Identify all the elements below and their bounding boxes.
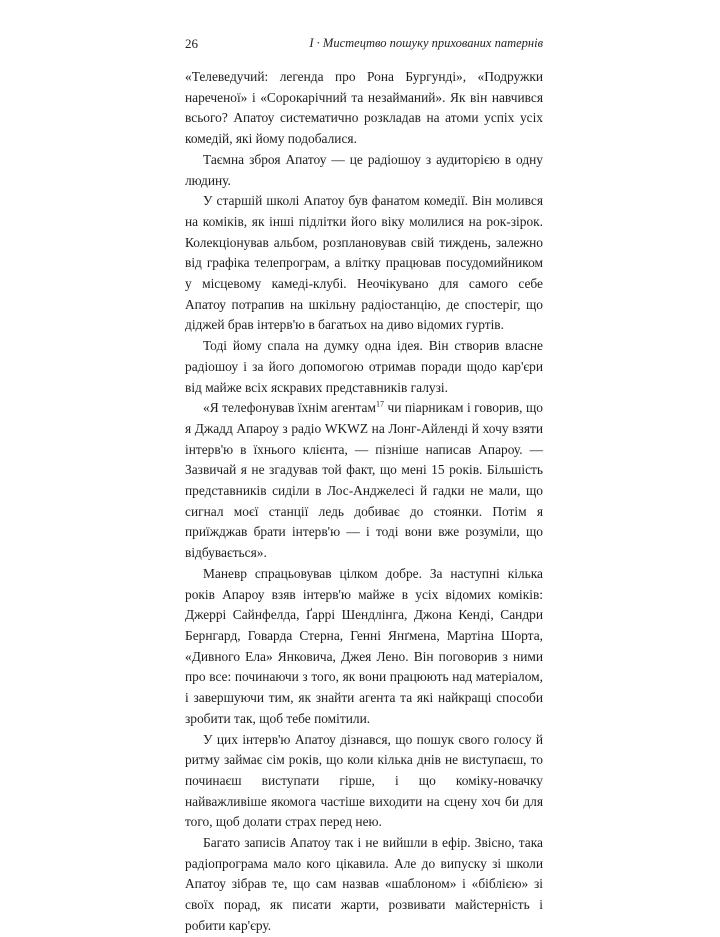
- footnote-ref: 17: [375, 399, 384, 409]
- section-title: І · Мистецтво пошуку прихованих патернів: [309, 36, 543, 50]
- body-text: [185, 67, 543, 937]
- paragraph-4: Тоді йому спала на думку одна ідея. Він створив власне радіошоу і за його допомогою отримав поради щодо кар'єри від майже всіх яскравих представників галузі.: [185, 338, 543, 395]
- quote-text-before-footnote: «Я телефонував їхнім агентам: [203, 400, 376, 416]
- paragraph-1: «Телеведучий: легенда про Рона Бургунді», «Подружки нареченої» і «Сорокарічний та незайманий». Як він навчився всього? Апатоу систематично розкладав на атоми успіх усіх комедій, які йому подобалися.: [185, 69, 543, 147]
- paragraph-8: Багато записів Апатоу так і не вийшли в ефір. Звісно, така радіопрограма мало кого цікавила. Але до випуску зі школи Апатоу зібрав те, що сам назвав «шаблоном» і «біблією» зі своїх порад, як писати жарти, розвивати майстерність і робити кар'єру.: [185, 835, 543, 933]
- page-number: 26: [185, 36, 198, 51]
- paragraph-6: Маневр спрацьовував цілком добре. За наступні кілька років Апароу взяв інтерв'ю майже в усіх відомих коміків: Джеррі Сайнфелда, Ґаррі Шендлінга, Джона Кенді, Сандри Бернгард, Говарда Стерна, Генні Янґмена, Мартіна Шорта, «Дивного Ела» Янковича, Джея Лено. Він поговорив з ними про все: починаючи з того, як вони працюють над матеріалом, і завершуючи тим, як знайти агента та які найкращі способи зробити так, щоб тебе помітили.: [185, 565, 543, 726]
- paragraph-7: У цих інтерв'ю Апатоу дізнався, що пошук свого голосу й ритму займає сім років, що коли кілька днів не виступаєш, то починаєш виступати гірше, і що коміку-новачку найважливіше якомога частіше виходити на сцену хоч би для того, щоб долати страх перед нею.: [185, 731, 543, 830]
- running-head: [185, 36, 543, 56]
- paragraph-3: У старшій школі Апатоу був фанатом комедії. Він молився на коміків, як інші підлітки його віку молилися на рок-зірок. Колекціонував альбом, розплановував свій тиждень, залежно від графіка телепрограм, а влітку працював посудомийником у місцевому камеді-клубі. Неочікувано для самого себе Апатоу потрапив на шкільну радіостанцію, де спостеріг, що діджей брав інтерв'ю в багатьох на диво відомих гуртів.: [185, 193, 543, 333]
- paragraph-5: [185, 398, 543, 564]
- paragraph-2: Таємна зброя Апатоу — це радіошоу з аудиторією в одну людину.: [185, 151, 543, 188]
- quote-text-after-footnote: чи піарникам і говорив, що я Джадд Апароу з радіо WKWZ на Лонг-Айленді й хочу взяти інтерв'ю в їхнього клієнта, — пізніше написав Апароу. — Зазвичай я не згадував той факт, що мені 15 років. Більшість представників сиділи в Лос-Анджелесі й гадки не мали, що сигнал моєї станції ледь добиває до стоянки. Потім я приїжджав брати інтерв'ю — і тоді вони вже розуміли, що відбувається».: [185, 400, 543, 561]
